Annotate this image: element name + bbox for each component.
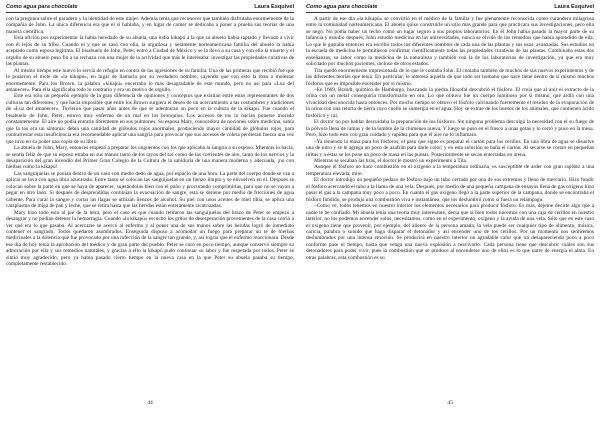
book-title: Como agua para chocolate [306,4,378,10]
paragraph: A partir de ese día «la kikapú» se convirtió en el médico de la familia y fue plenamente reconocida como curandera milagrosa entre la comunidad norteamericana. El abuelo quiso construirle un sitio más grande para que practicara sus investigaciones, pero ella se negó. No podía haber un techo como un lugar seguro a sus propios laboratorios. En él John había pasado la mayor parte de su infancia y estudio después, John estudió medicina en las universidades, nunca se olvidó de los remedios que había aprendido de ella. Lo que le gustaba entonces era escribir todos los diferentes nombres de cada una de las plantas y sus usos, avanzadas. Sus estudios en la escuela de medicina le permitieron confirmar científicamente todas las propiedades curativas de las plantas. Combinaba estas dos enseñanzas, su labor como la medicina de la naturaleza y también con la de los laboratorios de investigación, ya que era muy solicitado por muchos pacientes, incluso de otros estados. [306,16,594,68]
running-header-left [6,4,294,13]
paragraph: El doctor no por hablar descuidaba la preparación de los fósforos. Sin ninguna problema descolgó la necesidad con el su fuego de la pólvora llena de ramas y de la lumbre de la chimenea nueva. Y luego se puso en el frasco a unas gotas y lo cerró y puso en la mesa. Pero, hizo todo esto con gran cuidado y rapidez para que el aire no lo inflamara. [306,119,594,139]
paragraph: Esta afición por experimentar la había heredado de su abuela, una india kikapú a la que su abuelo había raptado y llevado a vivir con él lejos de su tribu. Cuando el y que se casó con ella, la orgullosa y netamente norteamericana familia del abuelo la había aceptado como esposa legítima. El bisabuelo de John, Peter, entró a Ciudad de México y se la llevó a su casa y con ella la muerte y el orgullo de su abuelo puso fin a su rechazo con una mujer de la actividad que más le interesaba: investigar las propiedades curativas de las plantas. [6,35,294,68]
left-page-text [6,16,294,398]
paragraph: –En 1669, Brandt, químico de Hamburgo, buscando la piedra filosofal descubrió el fósforo. El creía que al unir el extracto de la orina con un metal conseguiría transformarlo en oro. Lo que obtuvo fue un cuerpo luminoso por sí mismo, que ardía con una vivacidad desconocida hasta entonces. Por mucho tiempo se obtuvo el fósforo calcinando fuertemente el residuo de la evaporación de la orina con una retorta de tierra cuyo cuello se sumergía en el agua. Hoy se extrae de los huesos de los animales, que contienen ácido fosfórico y cal. [306,86,594,119]
paragraph: –Ya teniendo la masa para los fósforos, el paso que sigue es preparar el cartón para los cerillos. En una libra de agua se disuelve una de nitro y se le agrega un poco de azafrán para darle color; y en esta solución se baña el cartón. Al secarse se cortan en pequeñas tiritas y a éstas se les pone un poco de masa en las puntas. Posteriormente se secan enterradas en arena. [306,138,594,158]
paragraph: El doctor introdujo un pequeño pedazo de fósforo bajo un tubo cerrado por una de sus extremos y lleno de mercurio. Hizo fundir el fósforo acercando el tubo a la llama de una vela. Después, por medio de una pequeña campana de ensayos llena de gas oxígeno hizo pasar el gas a la campana muy poco a poco. En cuanto el gas oxígeno llegó a la parte superior de la campana, donde se encontraba el fósforo fundido, se produjo una combustión viva e instantánea, que los deslumbró como si fuera un relámpago. [306,177,594,203]
paragraph: Mary hizo todo esto al pie de la letra, pero el caso es que cuando retiraron las sanguijuelas del brazo de Peter se empezó a desangrar y no podían detener la hemorragia. Cuando «la kikapú» escuchó los gritos de desesperación provenientes de la casa corrió a ver qué era lo que pasaba. Al acercarse se acercó al enfermo y al poner una de sus manos sobre las heridas logró de inmediato contener el sangrado. Todos quedaron asombrados. Enseguida dispuso a acomodar un fuego para preparar un té de hierbas medicinales a la dolencia que fue provocado por una infección de la sangre tan grande, y, así lograr que el enfermo reaccionara. Desde ese día de hoy tenía la aprobación del médico y de gran parte del pueblo. Peter se curó en poco tiempo, aunque conservó siempre su admiración por ella y sus remedios naturales, y gracias a ello la kikapú pudo continuar su labor y fue respetada por todos. Peter se sintió muy agradecido, pero ya había pasado cierto tiempo en la nueva casa en la que Peter su abuela pasaba su tiempo, completamente restablecido. [6,209,294,268]
paragraph: –Como ve, todos tenemos en nuestro interior los elementos necesarios para producir fósforo. Es más, déjeme decirle algo que a nadie le he confiado. Mi abuela tenía una teoría muy interesante, decía que si bien todos nacemos con una caja de cerillos en nuestro interior, no los podemos encender solos, necesitamos, como en el experimento, oxígeno y la ayuda de una vela. Sólo que en este caso el oxígeno tiene que provenir, por ejemplo, del aliento de la persona amada; la vela puede ser cualquier tipo de alimento, música, caricia, palabra o sonido que haga disparar el detonador y así encender uno de los cerillos. Por un momento nos sentiremos deslumbrados por una intensa emoción. Se producirá en nuestro interior un agradable calor que irá desapareciendo poco a poco conforme pase el tiempo, hasta que venga una nueva explosión a reavivarlo. Cada persona tiene que descubrir cuáles son sus detonadores para poder vivir, pues la combustión que se produce al encenderse uno de ellos es lo que nutre de energía el alma. En otras palabras, esta combustión es su [306,203,594,261]
paragraph: con la pregunta sobre el paradero y la identidad de este mujer. Además tenía que reconocer que también disfrutaba enormemente de la compañía de John. La única diferencia era que el sí hablaba, y en lugar de comer se dedicaba a poner a prueba sus teorías de una manera científica. [6,16,294,35]
running-header-right [306,4,594,13]
paragraph: Este era sólo un pequeño ejemplo de la gran diferencia de opiniones y conceptos que existían entre estos representantes de dos culturas tan diferentes, y que hacía imposible que entre los Brown surgiera el deseo de un acercamiento a las costumbres y tradiciones de «Luz del amanecer». Tuvieron que pasar años antes de que se adentraran un poco en la cultura de la kikapú. Fue cuando el bisabuelo de John, Peter, estuvo muy enfermo de un mal en los bronquios. Los accesos de tos lo hacían ponerse morado constantemente. El aire no podía entrarle libremente en sus pulmones. Su esposa Mary, conocedora de nociones sobre medicina, sabía que la tos era un síntoma: debía una cantidad de glóbulos rojos anormales, produciendo mayor cantidad de glóbulos rojos, para contrarrestar esta insuficiencia era recomendable aplicar una sangría para provocar que sus accesos de cólera perdieran fuerza una vez que tuvo en su poder una copia de su libro. [6,93,294,145]
page-number-left: 44 [147,400,153,406]
page-number-right: 45 [447,400,453,406]
paragraph: Las sanguijuelas se ponían dentro de un vaso con medio dedo de agua, por espacio de una hora. La parte del cuerpo donde se van a aplicar se lava con agua tibia azucarada. Entre tanto se colocan las sanguijuelas en un lienzo limpio y se envuelven en él. Después se colocan sobre la parte en que se haya de aparecer, sujetándolas bien con el paño y procurando comprimirlas, para que no se vayan a pegar en otro lado. Si después de desprendidas continúan la evacuación de sangre, esta se detiene por medio de fricciones de agua caliente. Para curar la sangre y cortar las llagas se utilizan lienzos de alcohol. Su piel con unos aceites de miel tibia, se aplica una cataplasma de miga de pan y leche, que se retira hasta que las heridas están enteramente cicatrizadas. [6,170,294,210]
paragraph: Mientras se secaban las tiras, el doctor le mostró un experimento a Tita. [314,157,468,164]
paragraph: La abuela de John, Mary, entonces empezó a preparar los unguentos con los que aplicaba la sangría a su esposo. Mientras lo hacía, se sentía feliz de que su esposo estaba en sus manos tanto de los rayos del sol como de las corrientes de aire, tanto de los nervios y la desaparición del gran incendio del Primer Gran Colegio de la Cultura de la sabiduría de una manera moderna y adecuada, ¡no con hierbas como la kikapú! [6,145,294,171]
paragraph: Tita quedó enormemente impresionada de lo que le contaba John. El contaba también de muchos de sus nuevos experimentos y de las diferentes teorías que tenía. En particular, le interesó aquella de que todo ser humano que nace tiene dentro de sí mismo muchos fósforos que es imposible encender por sí mismo. [306,67,594,87]
paragraph: Aunque el fósforo no hace combustión en el oxígeno a la temperatura ordinaria, es susceptible de arder con gran rapidez a una temperatura elevada, mire. [306,164,594,177]
book-title: Como agua para chocolate [6,4,78,10]
right-page [300,0,600,424]
paragraph: Al mismo tiempo este nuevo lo servía de refugio en contra de las agresiones de su familia. Una de las primeras que recibió fue que le pusieron el mote de «la kikapú», en lugar de llamarla por su verdadero nombre, cayendo que con esto la iban a molestar enormemente. Para los Brown, la palabra «kikapú» encerraba lo más desagradable de este mundo, pero no así para «Luz del amanecer». Para ella significaba todo lo contrario y era un motivo de orgullo. [6,67,294,93]
right-page-text [306,16,594,398]
author-name: Laura Esquivel [554,4,594,10]
author-name: Laura Esquivel [254,4,294,10]
